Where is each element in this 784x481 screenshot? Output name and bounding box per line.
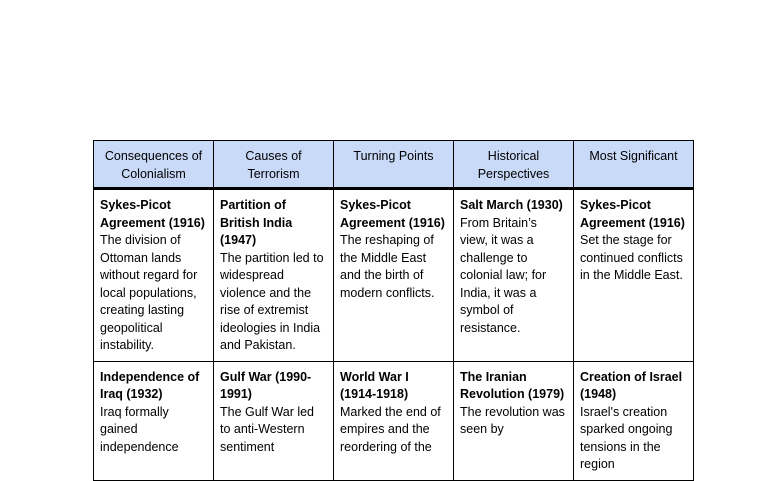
cell-description: From Britain’s view, it was a challenge to colonial law; for India, it was a symbol of resistance.: [460, 215, 547, 335]
cell-description: The reshaping of the Middle East and the birth of modern conflicts.: [340, 233, 435, 300]
cell-description: The division of Ottoman lands without regard for local populations, creating lasting geopolitical instability.: [100, 233, 198, 352]
table-row: [94, 189, 694, 362]
cell-title: Creation of Israel (1948): [580, 369, 683, 401]
table-cell: [454, 189, 574, 362]
cell-title: Independence of Iraq (1932): [100, 369, 200, 401]
cell-title: Sykes-Picot Agreement (1916): [580, 198, 685, 230]
cell-title: The Iranian Revolution (1979): [460, 369, 565, 401]
cell-description: The Gulf War led to anti-Western sentiment: [220, 404, 315, 454]
table-cell: [334, 361, 454, 480]
table-cell: [574, 189, 694, 362]
cell-description: Israel's creation sparked ongoing tensions in the region: [580, 404, 673, 471]
table-cell: [574, 361, 694, 480]
table-cell: [334, 189, 454, 362]
table-cell: [94, 189, 214, 362]
header-most-significant: Most Significant: [574, 141, 694, 189]
header-turning-points: Turning Points: [334, 141, 454, 189]
cell-description: Marked the end of empires and the reordering of the: [340, 404, 441, 454]
cell-description: Iraq formally gained independence: [100, 404, 179, 454]
history-table: [93, 140, 694, 481]
table-row: [94, 361, 694, 480]
cell-title: Gulf War (1990-1991): [220, 369, 312, 401]
cell-title: Sykes-Picot Agreement (1916): [100, 198, 205, 230]
cell-description: The revolution was seen by: [460, 404, 565, 436]
table-cell: [94, 361, 214, 480]
header-historical-perspectives: Historical Perspectives: [454, 141, 574, 189]
cell-title: Salt March (1930): [460, 198, 563, 212]
cell-title: Sykes-Picot Agreement (1916): [340, 198, 445, 230]
header-row: [94, 141, 694, 189]
cell-description: The partition led to widespread violence and the rise of extremist ideologies in India and Pakistan.: [220, 250, 324, 352]
cell-description: Set the stage for continued conflicts in the Middle East.: [580, 233, 683, 282]
header-consequences-of-colonialism: Consequences of Colonialism: [94, 141, 214, 189]
header-causes-of-terrorism: Causes of Terrorism: [214, 141, 334, 189]
cell-title: Partition of British India (1947): [220, 198, 293, 247]
table-cell: [214, 361, 334, 480]
cell-title: World War I (1914-1918): [340, 369, 409, 401]
table-cell: [454, 361, 574, 480]
table-cell: [214, 189, 334, 362]
